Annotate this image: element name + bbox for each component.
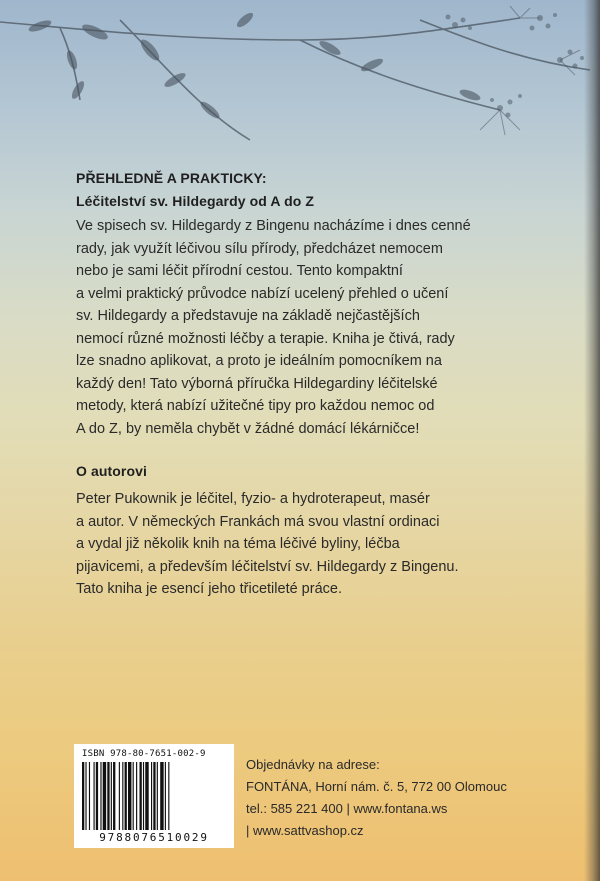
barcode-bar [94, 762, 95, 830]
barcode-bar [103, 762, 106, 830]
intro-line: lze snadno aplikovat, a proto je ideálním pomocníkem na [76, 353, 442, 369]
intro-line: metody, která nabízí užitečné tipy pro každou nemoc od [76, 398, 435, 414]
barcode-bar [113, 762, 115, 830]
order-info [246, 754, 507, 842]
herb-illustration [0, 0, 600, 150]
intro-line: A do Z, by neměla chybět v žádné domácí lékárničce! [76, 420, 420, 437]
author-line: a vydal již několik knih na téma léčivé byliny, léčba [76, 536, 400, 552]
barcode-bar [145, 762, 148, 830]
barcode-bar [82, 762, 84, 830]
barcode-bar [136, 762, 137, 830]
barcode-bar [122, 762, 123, 830]
intro-line: rady, jak využít léčivou sílu přírody, předcházet nemocem [76, 240, 443, 257]
barcode-bar [165, 762, 166, 830]
barcode-bar [133, 762, 134, 830]
barcode-bar [85, 762, 86, 830]
barcode-bar [119, 762, 120, 830]
author-line: a autor. V německých Frankách má svou vlastní ordinaci [76, 513, 440, 530]
barcode-bar [143, 762, 144, 830]
order-contact: tel.: 585 221 400 | www.fontana.ws [246, 801, 448, 816]
intro-subheading: Léčitelství sv. Hildegardy od A do Z [76, 193, 315, 209]
barcode-bar [168, 762, 169, 830]
barcode-bar [140, 762, 142, 830]
intro-line: nebo je sami léčit přírodní cestou. Tento kompaktní [76, 263, 403, 279]
barcode-bar [111, 762, 112, 830]
intro-line: Ve spisech sv. Hildegardy z Bingenu nacházíme i dnes cenné [76, 218, 471, 234]
author-line: Peter Pukownik je léčitel, fyzio- a hydroterapeut, masér [76, 491, 430, 507]
intro-line: nemocí různé možnosti léčby a terapie. Kniha je čtivá, rady [76, 330, 455, 347]
author-heading: O autorovi [76, 463, 148, 479]
barcode-bar [125, 762, 127, 830]
intro-line: a velmi praktický průvodce nabízí ucelený přehled o učení [76, 285, 449, 302]
isbn-label: ISBN 978-80-7651-002-9 [82, 749, 206, 759]
order-shop: | www.sattvashop.cz [246, 823, 364, 838]
barcode-digits: 9788076510029 [99, 831, 209, 844]
barcode-bar [89, 762, 90, 830]
barcode-bars [82, 762, 226, 830]
barcode-bar [100, 762, 101, 830]
intro-line: sv. Hildegardy a představuje na základě nejčastějších [76, 308, 420, 324]
intro-line: každý den! Tato výborná příručka Hildegardiny léčitelské [76, 375, 438, 392]
barcode-bar [160, 762, 163, 830]
barcode-bar [153, 762, 155, 830]
author-paragraph [76, 488, 546, 601]
spine-edge [584, 0, 600, 881]
order-address: FONTÁNA, Horní nám. č. 5, 772 00 Olomouc [246, 779, 507, 794]
barcode-bar [107, 762, 109, 830]
intro-paragraph [76, 215, 546, 440]
barcode-bar [128, 762, 131, 830]
author-line: Tato kniha je esencí jeho třicetileté práce. [76, 581, 342, 597]
barcode-bar [157, 762, 158, 830]
isbn-barcode [74, 744, 234, 848]
author-line: pijavicemi, a především léčitelství sv. Hildegardy z Bingenu. [76, 558, 459, 575]
barcode-bar [151, 762, 152, 830]
order-title: Objednávky na adrese: [246, 757, 380, 772]
intro-heading: PŘEHLEDNĚ A PRAKTICKY: [76, 170, 267, 186]
barcode-bar [96, 762, 98, 830]
